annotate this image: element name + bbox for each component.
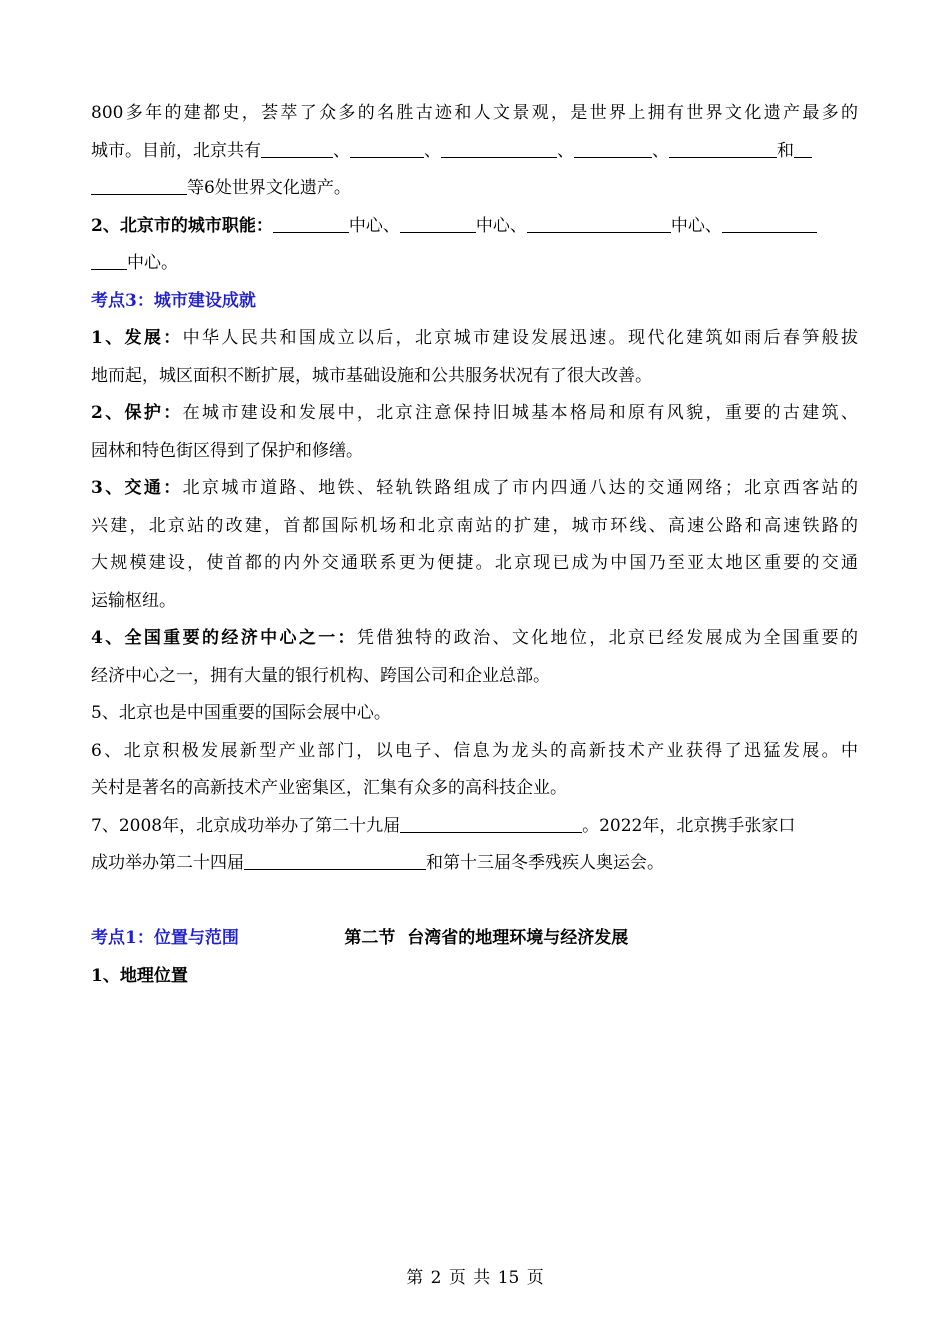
item-label: 4、全国重要的经济中心之一：: [91, 628, 357, 648]
blank-suffix: 中心、: [348, 215, 400, 236]
page-footer: [0, 1266, 950, 1290]
separator: 、: [424, 140, 441, 161]
paragraph-text: 地而起，城区面积不断扩展，城市基础设施和公共服务状况有了很大改善。: [91, 365, 652, 386]
fill-blank[interactable]: [527, 214, 671, 233]
fill-blank[interactable]: [400, 214, 476, 233]
item-label: 1、地理位置: [91, 965, 188, 986]
question-city-functions: [91, 208, 858, 246]
text-line: [91, 658, 858, 696]
paragraph-text: 中华人民共和国成立以后，北京城市建设发展迅速。现代化建筑如雨后春笋般拔: [182, 328, 858, 348]
text-line: [91, 470, 858, 508]
text-line: [91, 508, 858, 546]
total-pages: 15: [497, 1268, 520, 1288]
paragraph-text: 大规模建设，使首都的内外交通联系更为便捷。北京现已成为中国乃至亚太地区重要的交通: [91, 553, 858, 573]
paragraph-text: 在城市建设和发展中，北京注意保持旧城基本格局和原有风貌，重要的古建筑、: [182, 403, 858, 423]
fill-blank[interactable]: [350, 139, 424, 158]
text-line-olympics: [91, 808, 858, 846]
text-line: [91, 695, 858, 733]
item-label: 2、保护：: [91, 403, 183, 423]
separator: 、: [652, 140, 669, 161]
document-page: [91, 95, 858, 995]
fill-blank[interactable]: [794, 139, 812, 158]
text-line-olympics: [91, 845, 858, 883]
fill-blank[interactable]: [669, 139, 777, 158]
text-line: [91, 733, 858, 771]
text-line: [91, 620, 858, 658]
paragraph-text: 。2022年，北京携手张家口: [582, 815, 796, 836]
paragraph-text: 兴建，北京站的改建，首都国际机场和北京南站的扩建，城市环线、高速公路和高速铁路的: [91, 515, 858, 536]
paragraph-text: 经济中心之一，拥有大量的银行机构、跨国公司和企业总部。: [91, 665, 550, 686]
paragraph-text: 800多年的建都史，荟萃了众多的名胜古迹和人文景观，是世界上拥有世界文化遗产最多的: [91, 103, 858, 123]
fill-blank[interactable]: [91, 176, 187, 195]
section-title: 考点1：位置与范围: [91, 928, 239, 948]
conjunction: 和: [777, 140, 794, 161]
fill-blank[interactable]: [722, 214, 817, 233]
footer-text: 页: [448, 1268, 466, 1288]
fill-blank[interactable]: [441, 139, 557, 158]
footer-text: 页: [526, 1268, 544, 1288]
fill-blank[interactable]: [400, 814, 582, 833]
separator: 、: [333, 140, 350, 161]
text-line: [91, 433, 858, 471]
paragraph-text: 园林和特色街区得到了保护和修缮。: [91, 440, 363, 461]
footer-text: 共: [473, 1268, 491, 1288]
text-line: [91, 320, 858, 358]
paragraph-text: 北京城市道路、地铁、轻轨铁路组成了市内四通八达的交通网络；北京西客站的: [182, 478, 858, 498]
text-line: [91, 95, 858, 133]
fill-blank[interactable]: [261, 139, 333, 158]
fill-blank[interactable]: [574, 139, 652, 158]
text-line: [91, 358, 858, 396]
fill-blank[interactable]: [91, 251, 127, 270]
section-title: 考点3：城市建设成就: [91, 290, 256, 311]
paragraph-text: 运输枢纽。: [91, 590, 176, 611]
question-label: 2、北京市的城市职能：: [91, 215, 273, 236]
blank-suffix: 中心、: [670, 215, 722, 236]
blank-suffix: 中心、: [475, 215, 527, 236]
fill-blank[interactable]: [244, 851, 426, 870]
item-label: 1、发展：: [91, 328, 183, 348]
paragraph-text: 凭借独特的政治、文化地位，北京已经发展成为全国重要的: [356, 628, 859, 648]
text-line: [91, 583, 858, 621]
paragraph-text: 成功举办第二十四届: [91, 853, 244, 873]
text-line: [91, 395, 858, 433]
paragraph-text: 关村是著名的高新技术产业密集区，汇集有众多的高科技企业。: [91, 778, 567, 798]
paragraph-text: 等6处世界文化遗产。: [187, 178, 351, 198]
text-line: [91, 245, 858, 283]
fill-blank[interactable]: [273, 214, 349, 233]
text-line-heritage-blanks: [91, 133, 858, 171]
page-number: 2: [430, 1268, 442, 1288]
paragraph-text: 7、2008年，北京成功举办了第二十九届: [91, 815, 401, 836]
separator: 、: [557, 140, 574, 161]
item-label: 3、交通：: [91, 478, 183, 498]
footer-text: 第: [406, 1268, 424, 1288]
section-heading: 第二节 台湾省的地理环境与经济发展: [344, 928, 629, 948]
text-line: [91, 545, 858, 583]
section-title-kaodian3: [91, 283, 858, 321]
paragraph-text: 城市。目前，北京共有: [91, 140, 261, 161]
paragraph-text: 5、北京也是中国重要的国际会展中心。: [91, 703, 391, 723]
blank-suffix: 中心。: [127, 253, 178, 273]
text-line: [91, 170, 858, 208]
paragraph-text: 和第十三届冬季残疾人奥运会。: [426, 853, 664, 873]
paragraph-text: 6、北京积极发展新型产业部门，以电子、信息为龙头的高新技术产业获得了迅猛发展。中: [91, 740, 858, 761]
text-line: [91, 770, 858, 808]
